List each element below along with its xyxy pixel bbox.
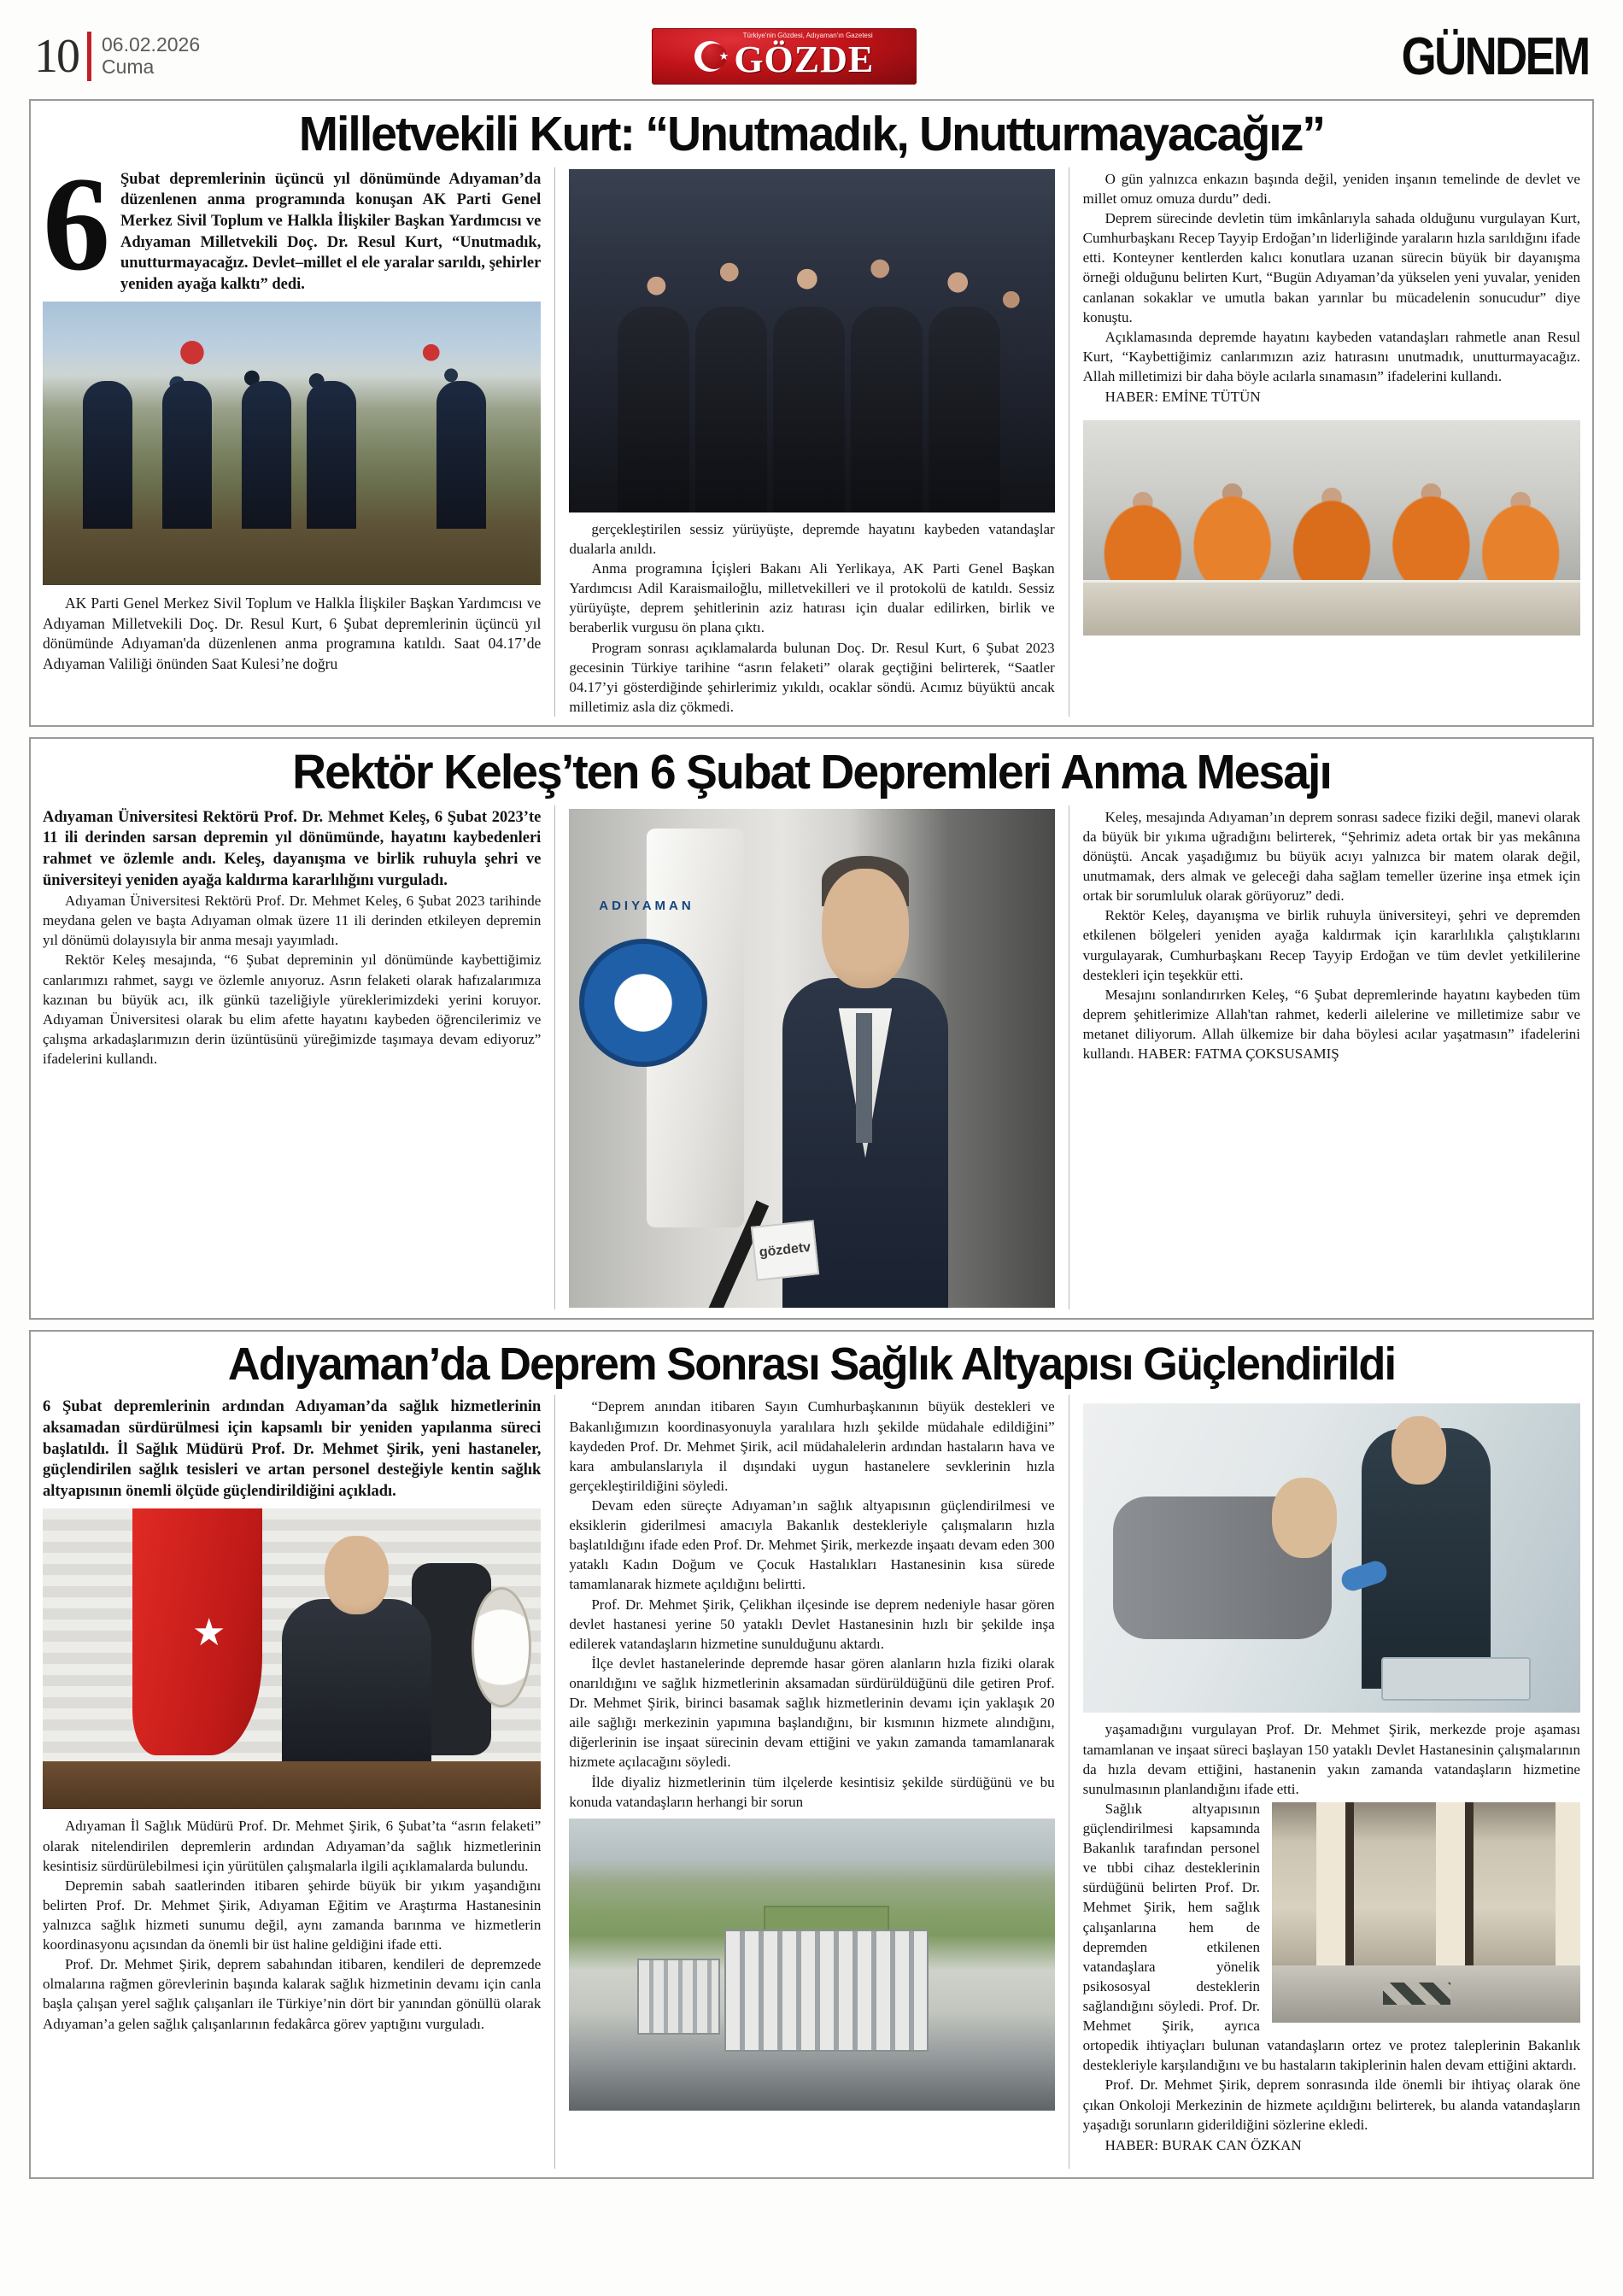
article-1-lede xyxy=(43,149,542,299)
article-3-col-1 xyxy=(41,1395,554,2168)
article-1-photo-aid-workers xyxy=(1083,420,1580,636)
article-1-paragraph: Program sonrası açıklamalarda bulunan Doç. Dr. Resul Kurt, 6 Şubat 2023 gecesinin Türkiye tarihine “asrın felaketi” olarak geçtiğini belirterek, “Saatler 04.17’yi gösterdiğinde şehirlerimiz yıkıldı, ocaklar söndü. Acımız büyüktü ancak milletimiz asla diz çökmedi. xyxy=(569,639,1055,715)
star-icon: ★ xyxy=(718,50,729,62)
article-3-paragraph: Devam eden süreçte Adıyaman’ın sağlık altyapısının güçlendirilmesi ve eksiklerin giderilmesi amacıyla Bakanlık destekleriyle çalışmaların hızla başlatıldığını ifade eden Prof. Dr. Mehmet Şirik, merkezde inşaatı devam eden 300 yataklı Kadın Doğum ve Çocuk Hastalıkları Hastanesinin kısa sürede tamamlanarak hizmete açıldığını belirtti. xyxy=(569,1497,1055,1593)
article-1 xyxy=(29,99,1594,727)
article-2-paragraph: Rektör Keleş, dayanışma ve birlik ruhuyla üniversiteyi, şehri ve depremden etkilenen bölgeleri yeniden ayağa kaldırmak için kararlılıkla çalıştıklarını vurgulayarak, Cumhurbaşkanı Recep Tayyip Erdoğan ve tüm devlet yetkililerine destekleri için teşekkür etti. xyxy=(1082,907,1580,983)
office-desk xyxy=(43,1761,541,1809)
article-3-paragraph: Prof. Dr. Mehmet Şirik, deprem sabahından itibaren, kendileri de depremzede olmalarına rağmen görevlerinin başında kalarak sağlık hizmetinin devamı için canla başla çalışan yerel sağlık çalışanları ile Türkiye’nin dört bir yanından gönüllü olarak Adıyaman’a gelen sağlık çalışanlarının fedakârca görev yaptığını vurguladı. xyxy=(43,1956,542,2032)
article-1-photo-cemetery-ceremony xyxy=(43,302,541,585)
rector-tie xyxy=(856,1013,872,1143)
article-2-columns xyxy=(41,805,1582,1309)
article-3-paragraph: yaşamadığını vurgulayan Prof. Dr. Mehmet Şirik, merkezde proje aşaması tamamlanan ve inşaat süreci başlayan 150 yataklı Devlet Hastanesinin çalışmalarının da hızla devam ettiğini, hastanenin yakın zamanda vatandaşların hizmetine sunulmasının planlandığını ifade etti. xyxy=(1082,1721,1580,1797)
logo-tagline: Türkiye'nin Gözdesi, Adıyaman'ın Gazetesi xyxy=(742,32,873,39)
microphone-cube-label: gözdetv xyxy=(751,1220,819,1280)
article-1-lede-text: Şubat depremlerinin üçüncü yıl dönümünde Adıyaman’da düzenlenen anma programında konuşan AK Parti Genel Merkez Sivil Toplum ve Halkla İlişkiler Başkan Yardımcısı ve Adıyaman Milletvekili Doç. Dr. Resul Kurt, “Unutmadık, unutturmayacağız. Devlet–millet el ele yaralar sarıldı, şehirler yeniden ayağa kalktı” dedi. xyxy=(120,170,542,293)
article-2-col-2 xyxy=(554,805,1068,1309)
atrium-floor-tiles xyxy=(1383,1983,1450,2005)
masthead-left xyxy=(34,32,200,81)
article-2-paragraph: Keleş, mesajında Adıyaman’ın deprem sonrası sadece fiziki değil, manevi olarak da büyük bir yıkıma uğradığını belirterek, “Şehrimiz adeta ortak bir yas mekânına dönüştü. Ancak yaşadığımız bu büyük acıyı yalnızca bir matem olarak değil, unutmamak, ders almak ve geleceği daha sağlam temeller üzerine inşa etmek için ortak bir sorumluluk olarak görüyoruz” dedi. xyxy=(1082,808,1580,905)
article-3-col-3 xyxy=(1069,1395,1582,2168)
masthead-red-divider xyxy=(87,32,91,81)
article-2-col-3 xyxy=(1069,805,1582,1309)
article-3-paragraph: Prof. Dr. Mehmet Şirik, deprem sonrasında ilde önemli bir ihtiyaç olarak öne çıkan Onkoloji Merkezinin de hizmete açıldığını belirterek, bu alanda vatandaşların yaşadığı sorunların giderildiğini sözlerine ekledi. xyxy=(1082,2076,1580,2133)
article-3-lede: 6 Şubat depremlerinin ardından Adıyaman’da sağlık hizmetlerinin aksamadan sürdürülmesi için kapsamlı bir yeniden yapılanma süreci başlatıldı. İl Sağlık Müdürü Prof. Dr. Mehmet Şirik, yeni hastaneler, güçlendirilen sağlık tesisleri ve artan personel desteğiyle kentin sağlık altyapısının önemli ölçüde güçlendirildiğini açıkladı. xyxy=(43,1398,542,1500)
person-silhouette xyxy=(437,381,486,529)
article-2-headline: Rektör Keleş’ten 6 Şubat Depremleri Anma Mesajı xyxy=(292,744,1331,800)
person-silhouette xyxy=(773,307,845,512)
article-1-photo-caption: AK Parti Genel Merkez Sivil Toplum ve Halkla İlişkiler Başkan Yardımcısı ve Adıyaman Milletvekili Doç. Dr. Resul Kurt, 6 Şubat depremlerinin üçüncü yıl dönümünde Adıyaman'da düzenlenen anma programına katıldı. Saat 04.17’de Adıyaman Valiliği önünden Saat Kulesi’ne doğru xyxy=(43,594,542,672)
article-3-columns xyxy=(41,1395,1582,2168)
article-1-paragraph: Açıklamasında depremde hayatını kaybeden vatandaşları rahmetle anan Resul Kurt, “Kaybettiğimiz canlarımızın aziz hatırasını unutmadık, unutturmayacağız. Allah milletimizi bir daha böyle acılarla sınamasın” ifadelerini kullandı. xyxy=(1082,328,1580,384)
person-silhouette xyxy=(307,381,356,529)
article-3-paragraph: “Deprem anından itibaren Sayın Cumhurbaşkanının büyük destekleri ve Bakanlığımızın koordinasyonuyla yaralılara hızlı şekilde müdahale edildiğini” kaydeden Prof. Dr. Mehmet Şirik, acil müdahalelerin ardından hastaların hava ve kara ambulanslarıyla il dışındaki uygun hastanelere sevklerinin hızla gerçekleştirildiğini söyledi. xyxy=(569,1398,1055,1494)
hospital-wing xyxy=(637,1959,720,2035)
director-suit xyxy=(282,1599,431,1767)
patient-head xyxy=(1272,1478,1337,1558)
director-head xyxy=(325,1536,390,1614)
wall-plate xyxy=(472,1587,531,1707)
article-3-headline: Adıyaman’da Deprem Sonrası Sağlık Altyapısı Güçlendirildi xyxy=(227,1338,1396,1390)
article-3-paragraph: Depremin sabah saatlerinden itibaren şehirde büyük bir yıkım yaşandığını belirten Prof. Dr. Mehmet Şirik, Adıyaman Eğitim ve Araştırma Hastanesinin yalnızca sağlık hizmeti sunumu değil, aynı zamanda barınma ve hizmetlerin koordinasyonu açısından da önemli bir üst haline geldiğini ifade etti. xyxy=(43,1877,542,1953)
health-worker-head xyxy=(1392,1416,1446,1485)
article-3-paragraph: Prof. Dr. Mehmet Şirik, Çelikhan ilçesinde ise deprem nedeniyle hasar gören devlet hastanesi yerine 50 yataklı Devlet Hastanesinin hızlı bir şekilde inşa edilerek vatandaşların hizmetine sunulduğunu aktardı. xyxy=(569,1596,1055,1652)
article-2-col-1 xyxy=(41,805,554,1309)
article-2-paragraph: Mesajını sonlandırırken Keleş, “6 Şubat depremlerinde hayatını kaybeden tüm deprem şehitlerimize Allah'tan rahmet, kederli ailelerine ve milletimize sabır ve metanet diliyorum. Allah ülkemize bir daha böylesi acılar yaşatmasın” ifadelerini kullandı. HABER: FATMA ÇOKSUSAMIŞ xyxy=(1082,986,1580,1063)
section-title: GÜNDEM xyxy=(1402,26,1589,86)
person-silhouette xyxy=(242,381,291,529)
university-emblem-icon xyxy=(579,939,707,1067)
person-silhouette xyxy=(851,307,923,512)
article-1-paragraph: Deprem sürecinde devletin tüm imkânlarıyla sahada olduğunu vurgulayan Kurt, Cumhurbaşkanı Recep Tayyip Erdoğan’ın liderliğinde yaraların hızla sarıldığını ifade etti. Konteyner kentlerden kalıcı konutlara uzanan sürecin büyük bir dayanışma örneği olduğunu belirten Kurt, “Bugün Adıyaman’da yükselen yeni yuvalar, yeniden canlanan sokaklar ve umutla bakan yarınlar bu mücadelenin sonucudur” diye konuştu. xyxy=(1082,210,1580,325)
article-1-col-1 xyxy=(41,149,554,717)
article-1-photo-night-crowd xyxy=(569,169,1054,512)
hospital-building xyxy=(724,1930,929,2053)
article-1-byline: HABER: EMİNE TÜTÜN xyxy=(1104,389,1261,406)
article-2-lede: Adıyaman Üniversitesi Rektörü Prof. Dr. Mehmet Keleş, 6 Şubat 2023’te 11 ili derinden sarsan depremin yıl dönümünde, hayatını kaybedenleri rahmet ve özlemle andı. Keleş, dayanışma ve birlik ruhuyla şehri ve üniversiteyi yeniden ayağa kaldırma kararlılığını vurguladı. xyxy=(43,808,542,889)
aid-crates xyxy=(1083,580,1580,636)
article-3-photo-hospital-atrium xyxy=(1272,1802,1580,2023)
article-1-headline: Milletvekili Kurt: “Unutmadık, Unutturmayacağız” xyxy=(298,107,1325,161)
article-3 xyxy=(29,1330,1594,2179)
article-1-col-2 xyxy=(554,167,1068,717)
drop-cap: 6 xyxy=(43,149,110,299)
person-silhouette xyxy=(83,381,132,529)
masthead xyxy=(29,22,1594,91)
article-3-photo-health-director-desk xyxy=(43,1508,541,1809)
date: 06.02.2026 xyxy=(102,33,201,56)
article-2-paragraph: Adıyaman Üniversitesi Rektörü Prof. Dr. Mehmet Keleş, 6 Şubat 2023 tarihinde meydana gelen ve başta Adıyaman olmak üzere 11 ili derinden etkileyen depremin yıl dönümü dolayısıyla bir anma mesajı yayımladı. xyxy=(43,893,542,949)
article-1-columns xyxy=(41,149,1582,717)
article-3-wrap-block xyxy=(1083,1799,1580,2076)
article-1-paragraph: Anma programına İçişleri Bakanı Ali Yerlikaya, AK Parti Genel Başkan Yardımcısı Adil Karaismailoğlu, milletvekilleri ve il protokolü de katıldı. Sessiz yürüyüşte, deprem şehitlerinin aziz hatırası için dualar edilirken, birlik ve beraberlik vurgusu ön plana çıktı. xyxy=(569,560,1055,636)
person-silhouette xyxy=(618,307,689,512)
person-silhouette xyxy=(695,307,767,512)
instrument-tray xyxy=(1381,1657,1531,1701)
person-silhouette xyxy=(929,307,1000,512)
university-emblem-text: ADIYAMAN xyxy=(599,898,694,913)
article-3-paragraph: Adıyaman İl Sağlık Müdürü Prof. Dr. Mehmet Şirik, 6 Şubat’ta “asrın felaketi” olarak nitelendirilen depremlerin ardından Adıyaman’da sağlık hizmetlerinin kesintisiz sürdürülebilmesi için yürütülen çalışmalarla ilgili açıklamalarda bulundu. xyxy=(43,1818,542,1874)
crescent-star-icon xyxy=(694,41,729,72)
article-3-photo-patient-treatment xyxy=(1083,1403,1580,1713)
logo-title: GÖZDE xyxy=(734,38,875,80)
article-3-photo-hospital-aerial xyxy=(569,1819,1054,2111)
article-2-paragraph: Rektör Keleş mesajında, “6 Şubat depreminin yıl dönümünde kaybettiğimiz canlarımızı rahmet, saygı ve özlemle anıyoruz. Asrın felaketi olarak hafızalarımıza kazınan bu büyük acı, ilk günkü tazeliğiyle yüreklerimizdeki yerini koruyor. Adıyaman Üniversitesi olarak bu elim afette hayatını kaybeden öğrencilerimiz ve çalışma arkadaşlarımızın derin üzüntüsünü yüreğimizde taşımaya devam ediyoruz” ifadelerini kullandı. xyxy=(43,952,542,1068)
article-3-paragraph: İlçe devlet hastanelerinde depremde hasar gören alanların hızla fiziki olarak onarıldığını ve sağlık hizmetlerinin aksamadan sürdürüldüğünü dile getiren Prof. Dr. Mehmet Şirik, birinci basamak sağlık hizmetlerinin devamı için yaklaşık 20 aile sağlığı merkezinin yapımına başlandığını, bir kısmının hizmete alındığını, diğerlerinin ise inşaat sürecinin devam ettiğini ve yakın zamanda tamamlanarak hizmete açılacağını söyledi. xyxy=(569,1655,1055,1771)
flag-star-icon: ★ xyxy=(191,1612,226,1655)
page-number: 10 xyxy=(34,30,79,83)
date-block xyxy=(102,34,200,79)
article-3-paragraph: İlde diyaliz hizmetlerinin tüm ilçelerde kesintisiz şekilde sürdüğünü ve bu konuda vatandaşların herhangi bir sorun xyxy=(569,1773,1055,1810)
day: Cuma xyxy=(102,56,155,78)
article-3-byline: HABER: BURAK CAN ÖZKAN xyxy=(1104,2136,1302,2153)
article-2-photo-rector-interview xyxy=(569,809,1054,1308)
article-1-paragraph: gerçekleştirilen sessiz yürüyüşte, depremde hayatını kaybeden vatandaşlar dualarla anıldı. xyxy=(569,520,1055,557)
rector-head xyxy=(822,869,909,988)
article-3-paragraph: Sağlık altyapısının güçlendirilmesi kapsamında Bakanlık tarafından personel ve tıbbi cihaz desteklerinin sürdüğünü belirten Prof. Dr. Mehmet Şirik, hem sağlık çalışanlarına hem de depremden etkilenen vatandaşlara yönelik psikososyal desteklerin sağlandığını söyledi. Prof. Dr. Mehmet Şirik, ayrıca ortopedik ihtiyaçları bulunan vatandaşların ortez ve protez taleplerinin Bakanlık destekleriyle karşılandığını ve bu hastaların takiplerinin halen devam ettiğini aktardı. xyxy=(1082,1800,1580,2074)
article-3-col-2 xyxy=(554,1395,1068,2168)
newspaper-logo xyxy=(652,28,917,85)
article-1-col-3 xyxy=(1069,167,1582,717)
person-silhouette xyxy=(162,381,212,529)
article-1-paragraph: O gün yalnızca enkazın başında değil, yeniden inşanın temelinde de devlet ve millet omuz omuza durdu” dedi. xyxy=(1082,170,1580,207)
article-2 xyxy=(29,737,1594,1320)
